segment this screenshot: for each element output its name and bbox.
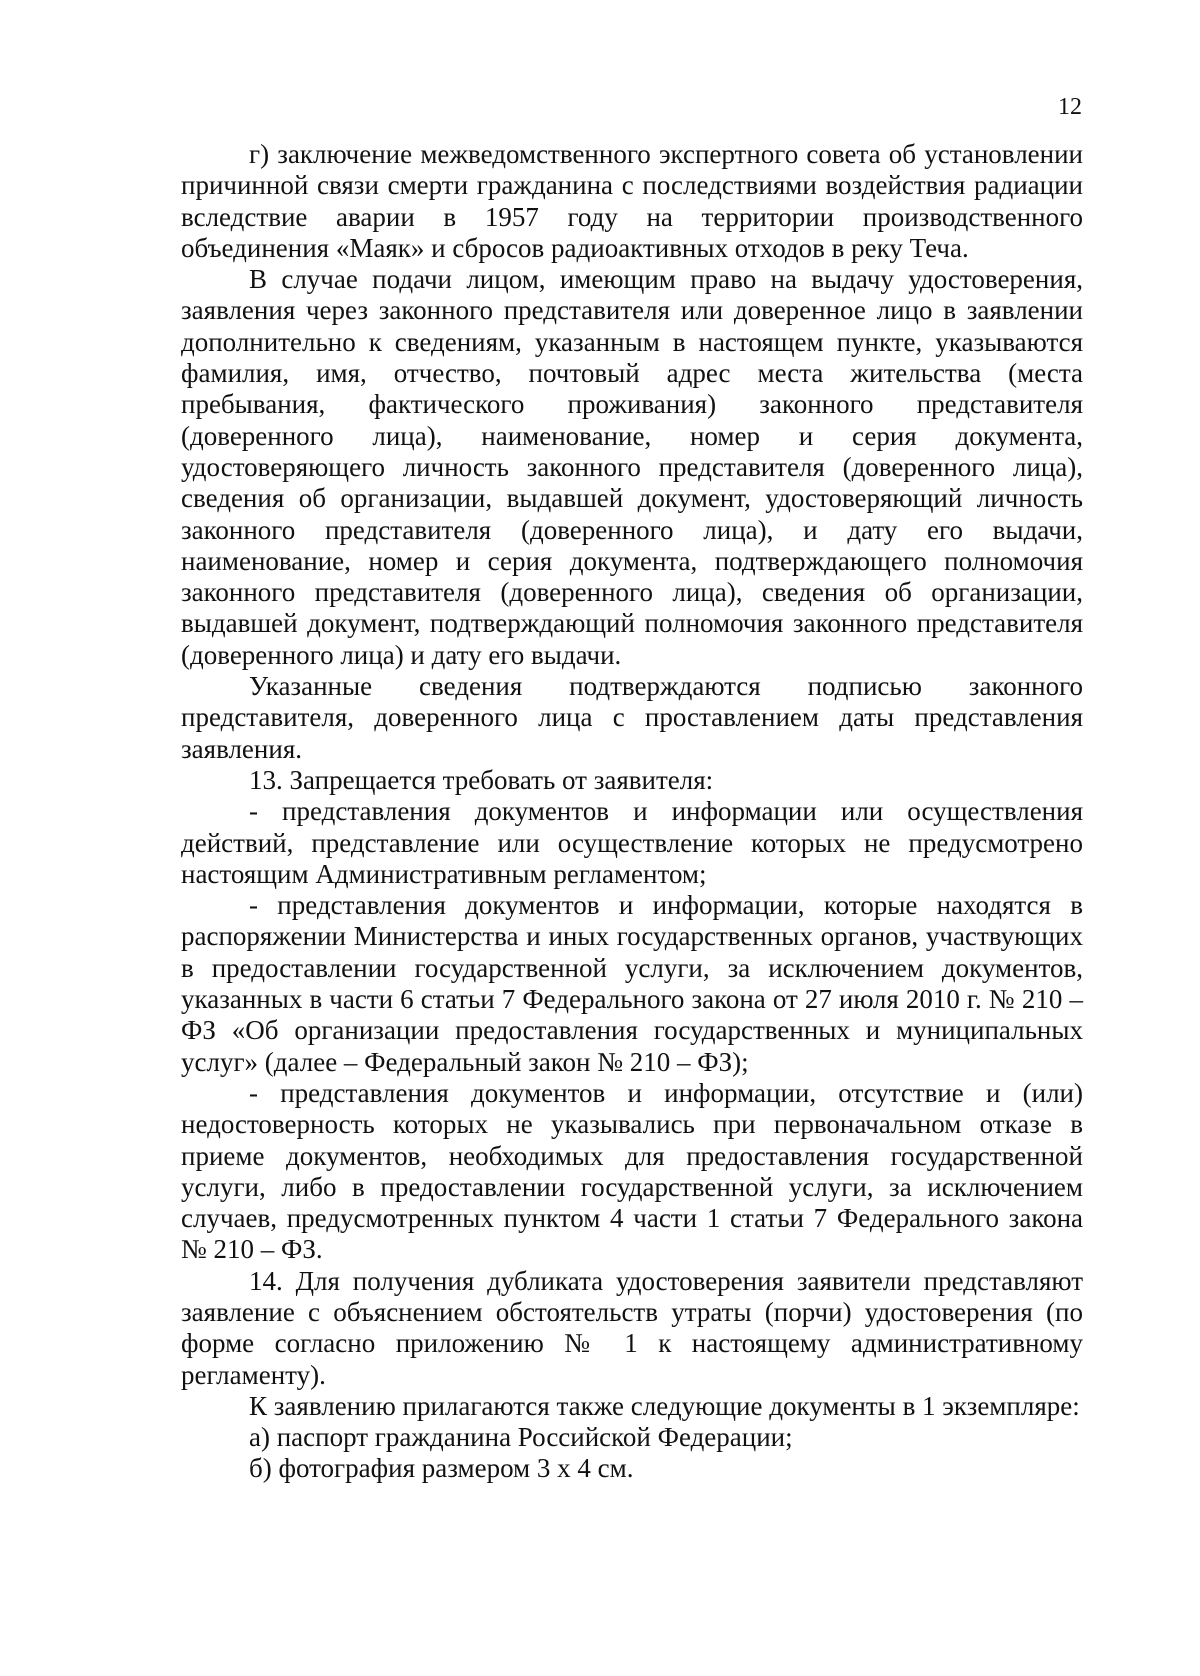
paragraph-item-13-heading: 13. Запрещается требовать от заявителя: <box>249 764 714 795</box>
list-item-photo: б) фотография размером 3 х 4 см. <box>249 1453 634 1484</box>
paragraph-representative-info: В случае подачи лицом, имеющим право на выдачу удостоверения, заявления через законного представителя или доверенное лицо в заявлении дополнительно к сведениям, указанным в настоящем пункте, указываются фамилия, имя, отчество, почтовый адрес места жительства (места пребывания, фактического проживания) законного представителя (доверенного лица), наименование, номер и серия документа, удостоверяющего личность законного представителя (доверенного лица), сведения об организации, выдавшей документ, удостоверяющий личность законного представителя (доверенного лица), и дату его выдачи, наименование, номер и серия документа, подтверждающего полномочия законного представителя (доверенного лица), сведения об организации, выдавшей документ, подтверждающий полномочия законного представителя (доверенного лица) и дату его выдачи. <box>181 264 1083 670</box>
paragraph-item-13-bullet-1: - представления документов и информации или осуществления действий, представление или осуществление которых не предусмотрено настоящим Административным регламентом; <box>181 796 1083 889</box>
paragraph-attachments-intro: К заявлению прилагаются также следующие документы в 1 экземпляре: <box>249 1390 1080 1421</box>
list-item-passport: а) паспорт гражданина Российской Федерации; <box>249 1422 793 1453</box>
document-body <box>181 139 1083 1485</box>
paragraph-item-13-bullet-2: - представления документов и информации, которые находятся в распоряжении Министерства и иных государственных органов, участвующих в предоставлении государственной услуги, за исключением документов, указанных в части 6 статьи 7 Федерального закона от 27 июля 2010 г. № 210 – ФЗ «Об организации предоставления государственных и муниципальных услуг» (далее – Федеральный закон № 210 – ФЗ); <box>181 890 1083 1077</box>
paragraph-item-13-bullet-3: - представления документов и информации, отсутствие и (или) недостоверность которых не указывались при первоначальном отказе в приеме документов, необходимых для предоставления государственной услуги, либо в предоставлении государственной услуги, за исключением случаев, предусмотренных пунктом 4 части 1 статьи 7 Федерального закона № 210 – ФЗ. <box>181 1077 1083 1265</box>
page-number: 12 <box>1058 94 1082 120</box>
paragraph-signature-confirmation: Указанные сведения подтверждаются подписью законного представителя, доверенного лица с проставлением даты представления заявления. <box>181 671 1083 764</box>
paragraph-item-14: 14. Для получения дубликата удостоверения заявители представляют заявление с объяснением обстоятельств утраты (порчи) удостоверения (по форме согласно приложению № 1 к настоящему административному регламенту). <box>181 1265 1083 1390</box>
paragraph-conclusion: г) заключение межведомственного экспертного совета об установлении причинной связи смерти гражданина с последствиями воздействия радиации вследствие аварии в 1957 году на территории производственного объединения «Маяк» и сбросов радиоактивных отходов в реку Теча. <box>181 139 1083 263</box>
